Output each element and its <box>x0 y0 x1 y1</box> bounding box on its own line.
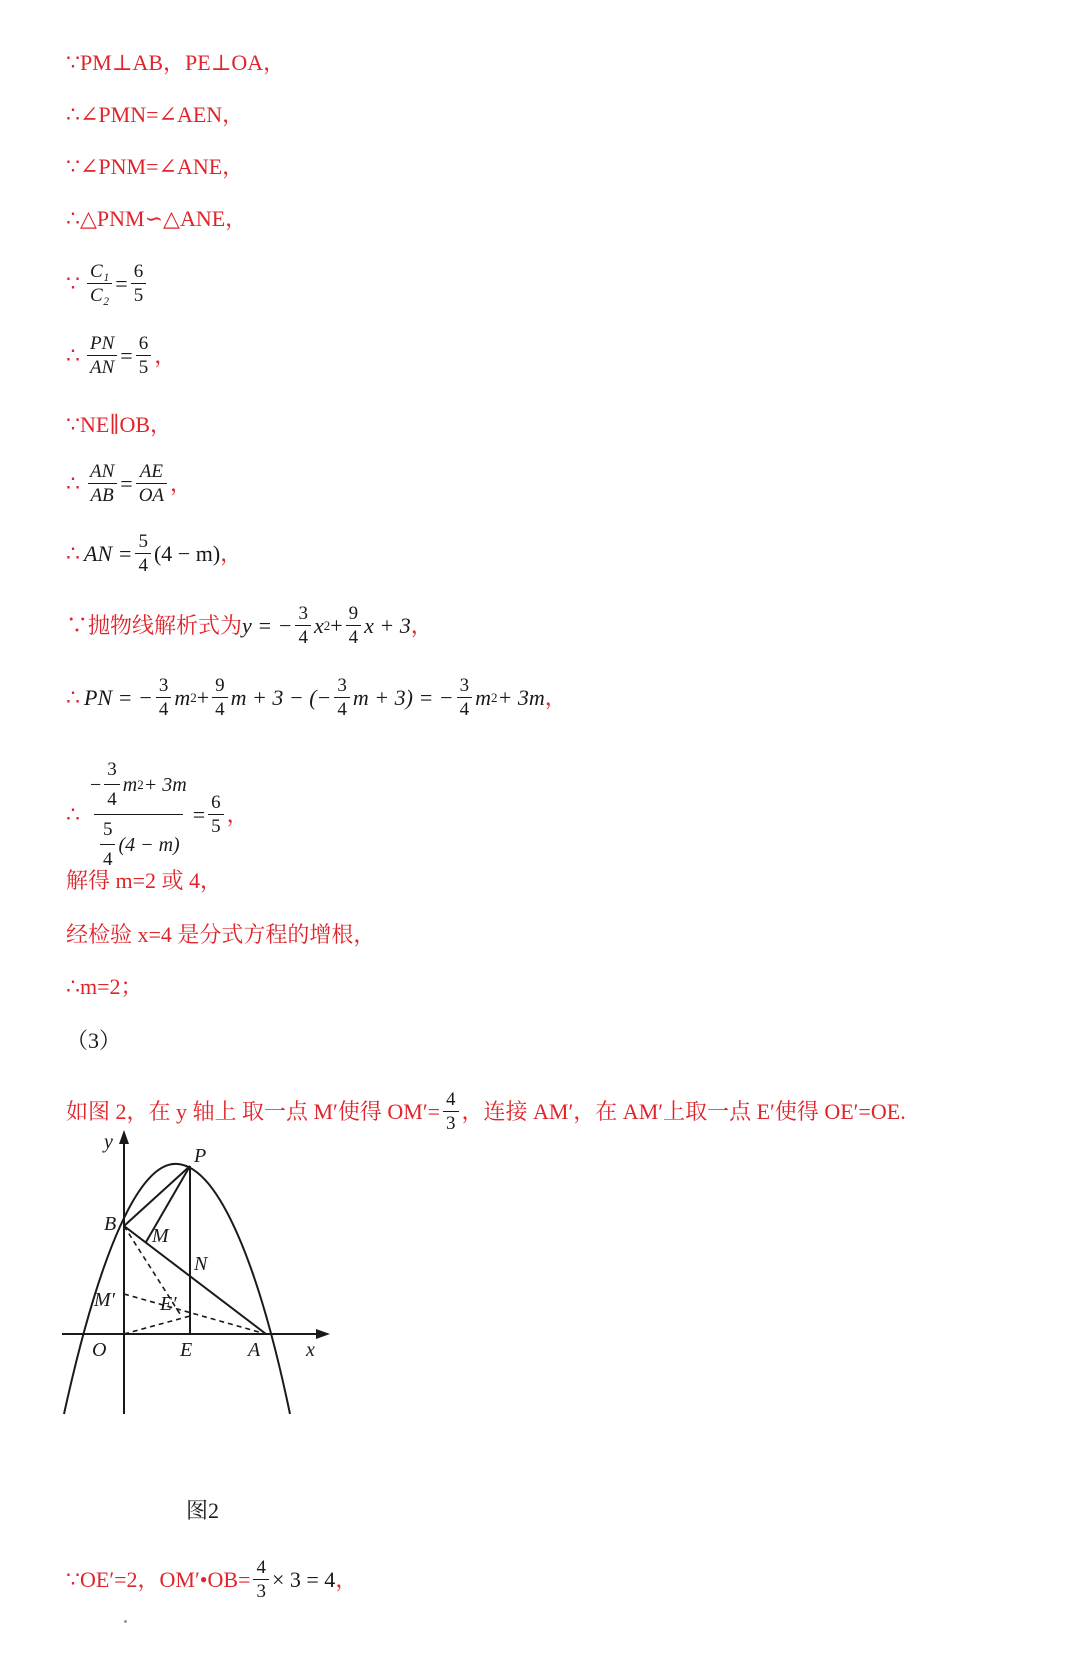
line-12: ∴ − $\frac{3}{4}$ m 2 + 3m $\frac{5}{4}$ (4 − m) = $\frac{6}{5}$ ， <box>66 759 249 870</box>
fraction-c1-c2: $\frac{\text{C₁}}{\text{C₂}}$ <box>87 262 112 305</box>
line-5: ∵ $\frac{\text{C₁}}{\text{C₂}}$ = $\frac{6}{5}$ <box>66 262 149 305</box>
line-17: 如图 2，在 y 轴上 取一点 M′使得 OM′= $\frac{4}{3}$ ，连接 AM′，在 AM′上取一点 E′使得 OE′=OE. <box>66 1089 906 1134</box>
line-1: ∵PM⊥AB，PE⊥OA， <box>66 50 286 75</box>
label-m-prime: M′ <box>94 1289 116 1311</box>
because-symbol: ∵ <box>66 270 80 296</box>
line-9: ∴ AN = $\frac{5}{4}$ (4 − m) ， <box>66 531 243 576</box>
line-2: ∴∠PMN=∠AEN， <box>66 102 245 127</box>
line-7: ∵NE∥OB， <box>66 412 173 437</box>
line-15: ∴m=2； <box>66 974 143 999</box>
line-14: 经检验 x=4 是分式方程的增根， <box>66 922 376 947</box>
label-p: P <box>194 1145 207 1167</box>
fraction-5-4: $\frac{5}{4}$ <box>135 532 151 575</box>
fraction-ae-oa: $\frac{AE}{OA}$ <box>136 462 167 505</box>
line-11: ∴ PN = − $\frac{3}{4}$ m 2 + $\frac{9}{4}$ m + 3 − (− $\frac{3}{4}$ m + 3) = − $\frac{3}{4}$ m 2 + 3m ， <box>66 675 567 720</box>
label-a: A <box>248 1339 261 1361</box>
line-3: ∵∠PNM=∠ANE， <box>66 154 245 179</box>
label-x: x <box>306 1339 315 1361</box>
dash-e-a <box>124 1316 190 1334</box>
label-e-prime: E′ <box>160 1293 177 1315</box>
line-8: ∴ $\frac{AN}{AB}$ = $\frac{AE}{OA}$ ， <box>66 461 193 506</box>
label-b: B <box>104 1213 117 1235</box>
line-4: ∴△PNM∽△ANE， <box>66 206 248 231</box>
line-6: ∴ $\frac{PN}{AN}$ = $\frac{6}{5}$ ， <box>66 333 177 378</box>
fraction-pn-an: $\frac{PN}{AN}$ <box>87 334 117 377</box>
line-13: 解得 m=2 或 4， <box>66 868 223 893</box>
label-y: y <box>104 1131 113 1153</box>
figure-2-drawing <box>60 1130 360 1490</box>
label-e: E <box>180 1339 193 1361</box>
y-arrow-head <box>119 1130 129 1144</box>
label-o: O <box>92 1339 107 1361</box>
part-3-heading: （3） <box>66 1028 122 1053</box>
stray-dot <box>124 1620 127 1623</box>
line-18: ∵OE′=2，OM′•OB= $\frac{4}{3}$ × 3 = 4 ， <box>66 1557 358 1602</box>
fraction-an-ab: $\frac{AN}{AB}$ <box>87 462 117 505</box>
compound-fraction: − $\frac{3}{4}$ m 2 + 3m $\frac{5}{4}$ (4 − m) <box>90 759 187 870</box>
segment-b-p <box>124 1166 190 1226</box>
x-arrow-head <box>316 1329 330 1339</box>
label-m: M <box>152 1225 169 1247</box>
fraction-6-5: $\frac{6}{5}$ <box>131 262 147 305</box>
segment-b-a <box>124 1226 266 1334</box>
fraction-6-5: $\frac{6}{5}$ <box>136 334 152 377</box>
label-n: N <box>194 1253 208 1275</box>
line-10: ∵抛物线解析式为 y = − $\frac{3}{4}$ x 2 + $\frac{9}{4}$ x + 3 ， <box>66 603 433 648</box>
figure-caption: 图2 <box>186 1498 220 1523</box>
